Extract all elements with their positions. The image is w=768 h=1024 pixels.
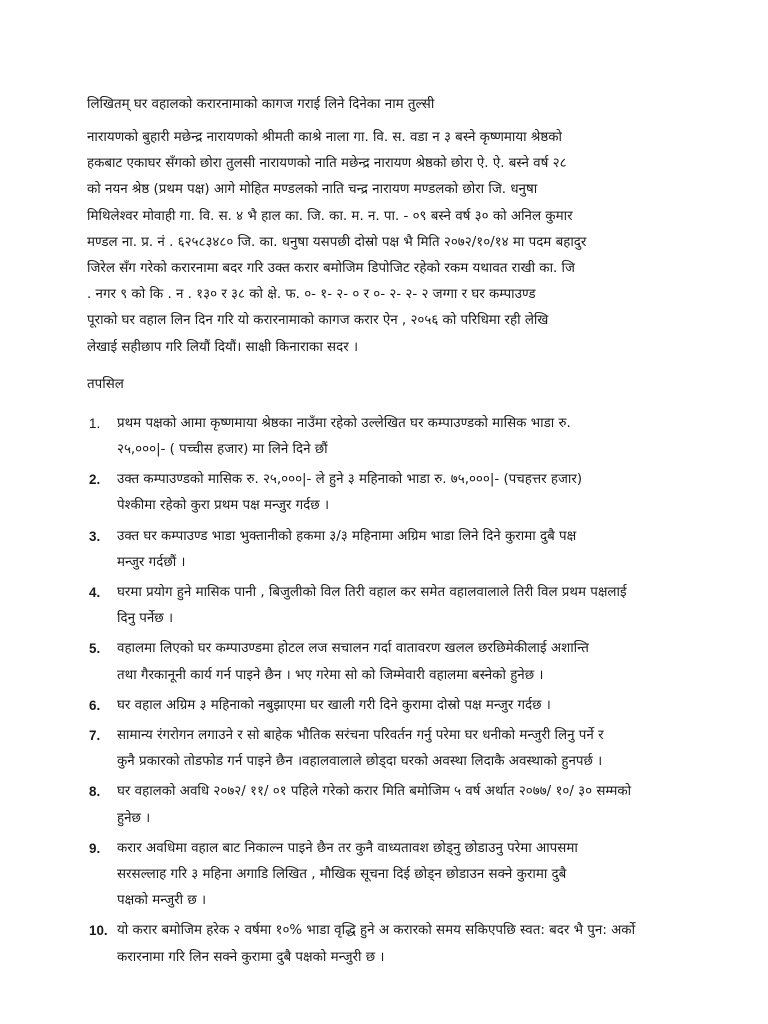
term-item xyxy=(87,918,687,970)
term-item xyxy=(87,580,687,632)
term-line: उक्त कम्पाउण्डको मासिक रु. २५,०००|- ले हुने ३ महिनाको भाडा रु. ७५,०००|- (पचहत्तर हजार) xyxy=(117,472,583,488)
term-line: हुनेछ । xyxy=(117,810,151,826)
term-line: सामान्य रंगरोगन लगाउने र सो बाहेक भौतिक सरंचना परिवर्तन गर्नु परेमा घर धनीको मन्जुरी लिनु पर्ने र xyxy=(117,728,604,744)
term-number: 2. xyxy=(89,472,101,488)
intro-line: मिथिलेश्वर मोवाही गा. वि. स. ४ भै हाल का. जि. का. म. न. पा. - ०९ बस्ने वर्ष ३० को अनिल कुमार xyxy=(87,208,573,224)
intro-line: नारायणको बुहारी मछेन्द्र नारायणको श्रीमती काश्रे नाला गा. वि. स. वडा न ३ बस्ने कृष्णमाया श्रेष्ठको xyxy=(87,130,562,145)
term-number: 7. xyxy=(89,728,101,744)
section-heading: तपसिल xyxy=(87,376,124,392)
term-line: उक्त घर कम्पाउण्ड भाडा भुक्तानीको हकमा ३/३ महिनामा अग्रिम भाडा लिने दिने कुरामा दुबै पक्ष xyxy=(117,528,577,544)
intro-line: . नगर ९ को कि . न . १३० र ३८ को क्षे. फ. ०- १- २- ० र ०- २- २- २ जग्गा र घर कम्पाउण्ड xyxy=(87,287,536,303)
term-line: सरसल्लाह गरि ३ महिना अगाडि लिखित , मौखिक सूचना दिई छोड्न छोडाउन सक्ने कुरामा दुबै xyxy=(117,867,567,883)
term-line: घर वहाल अग्रिम ३ महिनाको नबुझाएमा घर खाली गरी दिने कुरामा दोस्रो पक्ष मन्जुर गर्दछ । xyxy=(117,697,551,713)
term-number: 9. xyxy=(89,840,101,856)
term-line: २५,०००|- ( पच्चीस हजार) मा लिने दिने छौं xyxy=(117,442,328,458)
term-item xyxy=(87,411,687,463)
term-line: करार अवधिमा वहाल बाट निकाल्न पाइने छैन तर कुनै वाध्यतावश छोड्नु छोडाउनु परेमा आपसमा xyxy=(117,840,578,856)
term-line: मन्जुर गर्दछौं । xyxy=(117,554,186,570)
intro-line: को नयन श्रेष्ठ (प्रथम पक्ष) आगे मोहित मण्डलको नाति चन्द्र नारायण मण्डलको छोरा जि. धनुषा xyxy=(87,182,538,198)
intro-line: लेखाई सहीछाप गरि लियौं दियौं। साक्षी किनाराका सदर । xyxy=(87,339,359,355)
term-item xyxy=(87,723,687,775)
intro-paragraph xyxy=(87,125,687,361)
term-item xyxy=(87,524,687,576)
term-line: पेश्कीमा रहेको कुरा प्रथम पक्ष मन्जुर गर्दछ । xyxy=(117,498,330,514)
intro-line: मण्डल ना. प्र. नं . ६२५८३४८० जि. का. धनुषा यसपछी दोस्रो पक्ष भै मिति २०७२/१०/१४ मा पदम बहादुर xyxy=(87,234,587,250)
term-line: प्रथम पक्षको आमा कृष्णमाया श्रेष्ठका नाउँमा रहेको उल्लेखित घर कम्पाउण्डको मासिक भाडा रु. xyxy=(117,415,571,431)
intro-line: हकबाट एकाघर सँगको छोरा तुलसी नारायणको नाति मछेन्द्र नारायण श्रेष्ठको छोरा ऐ. ऐ. बस्ने वर्ष २८ xyxy=(87,156,567,172)
term-line: घरमा प्रयोग हुने मासिक पानी , बिजुलीको विल तिरी वहाल कर समेत वहालवालाले तिरी विल प्रथम पक्षलाई xyxy=(117,585,627,601)
term-number: 3. xyxy=(89,528,101,544)
term-item xyxy=(87,836,687,915)
term-line: वहालमा लिएको घर कम्पाउण्डमा होटल लज सचालन गर्दा वातावरण खलल छरछिमेकीलाई अशान्ति xyxy=(117,641,589,657)
term-number: 10. xyxy=(89,923,108,939)
document-body xyxy=(87,93,687,975)
term-item xyxy=(87,467,687,519)
term-item xyxy=(87,779,687,831)
term-number: 8. xyxy=(89,784,101,800)
term-line: कुनै प्रकारको तोडफोड गर्न पाइने छैन ।वहालवालाले छोड्दा घरको अवस्था लिदाकै अवस्थाको हुनपर्छ । xyxy=(117,754,603,770)
term-number: 6. xyxy=(89,697,101,713)
document-title: लिखितम् घर वहालको करारनामाको कागज गराई लिने दिनेका नाम तुल्सी xyxy=(87,97,435,112)
intro-line: पूराको घर वहाल लिन दिन गरि यो करारनामाको कागज करार ऐन , २०५६ को परिधिमा रही लेखि xyxy=(87,313,549,329)
term-item xyxy=(87,636,687,688)
term-number: 1. xyxy=(89,415,101,431)
term-line: यो करार बमोजिम हरेक २ वर्षमा १०% भाडा वृद्धि हुने अ करारको समय सकिएपछि स्वत: बदर भै पुन: अर्को xyxy=(117,923,636,939)
intro-line: जिरेल सँग गरेको करारनामा बदर गरि उक्त करार बमोजिम डिपोजिट रहेको रकम यथावत राखी का. जि xyxy=(87,261,575,277)
term-line: पक्षको मन्जुरी छ । xyxy=(117,893,207,909)
terms-list xyxy=(87,411,687,971)
term-line: घर वहालको अवधि २०७२/ ११/ ०१ पहिले गरेको करार मिति बमोजिम ५ वर्ष अर्थात २०७७/ १०/ ३० सम्मको xyxy=(117,784,632,800)
term-line: करारनामा गरि लिन सक्ने कुरामा दुबै पक्षको मन्जुरी छ । xyxy=(117,949,385,965)
term-number: 5. xyxy=(89,641,101,657)
term-line: दिनु पर्नेछ । xyxy=(117,611,174,627)
term-number: 4. xyxy=(89,585,101,601)
term-line: तथा गैरकानूनी कार्य गर्न पाइने छैन । भए गरेमा सो को जिम्मेवारी वहालमा बस्नेको हुनेछ । xyxy=(117,667,544,683)
term-item xyxy=(87,693,687,719)
